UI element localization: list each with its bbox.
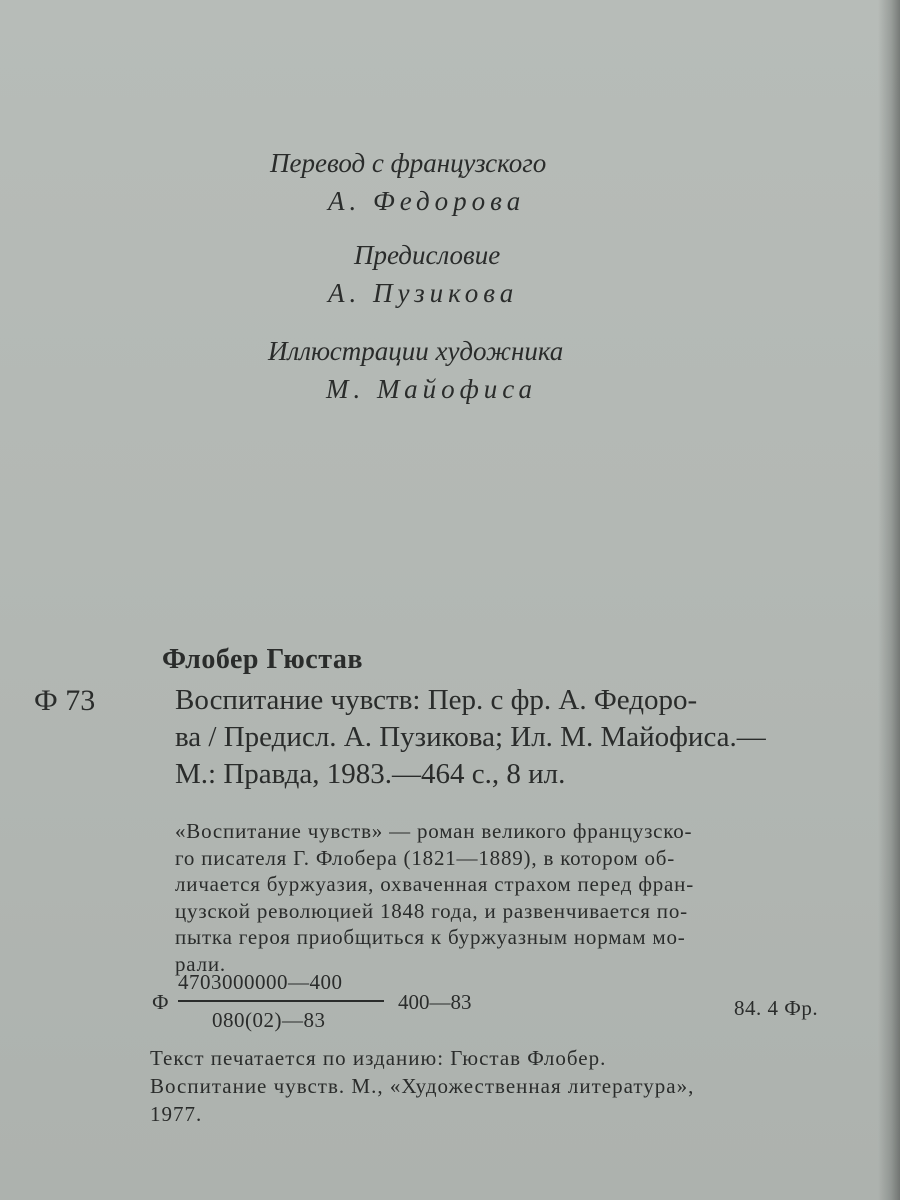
source-note (150, 1044, 860, 1128)
bib-line: ва / Предисл. А. Пузикова; Ил. М. Майофиса.— (175, 721, 766, 753)
annotation-line: цузской революцией 1848 года, и развенчивается по- (175, 898, 688, 923)
source-line: 1977. (150, 1102, 203, 1126)
index-fraction-bar (178, 1000, 384, 1002)
index-denominator: 080(02)—83 (212, 1008, 326, 1032)
credit-translation-person: А. Федорова (328, 186, 526, 216)
annotation-line: пытка героя приобщиться к буржуазным нормам мо- (175, 925, 686, 949)
credit-translation-role: Перевод с французского (270, 148, 547, 178)
index-middle: 400—83 (398, 990, 472, 1014)
catalog-author: Флобер Гюстав (162, 644, 363, 675)
source-line: Текст печатается по изданию: Гюстав Флобер. (150, 1046, 607, 1070)
credit-illustrations-role: Иллюстрации художника (268, 336, 564, 366)
index-prefix: Ф (152, 990, 169, 1014)
catalog-code: Ф 73 (34, 684, 96, 717)
annotation (175, 818, 855, 977)
source-line: Воспитание чувств. М., «Художественная литература», (150, 1074, 695, 1098)
index-classification: 84. 4 Фр. (734, 996, 819, 1020)
annotation-line: личается буржуазия, охваченная страхом перед фран- (175, 872, 695, 896)
bib-line: Воспитание чувств: Пер. с фр. А. Федоро- (175, 684, 698, 716)
bibliographic-description (175, 682, 855, 793)
annotation-line: рали. (175, 951, 226, 976)
credit-preface-person: А. Пузикова (328, 278, 519, 308)
publisher-index (0, 970, 900, 1040)
index-numerator: 4703000000—400 (178, 970, 343, 994)
annotation-line: «Воспитание чувств» — роман великого французско- (175, 819, 693, 843)
bib-line: М.: Правда, 1983.—464 с., 8 ил. (175, 758, 566, 790)
credit-illustrations-person: М. Майофиса (326, 374, 538, 404)
credit-preface-role: Предисловие (354, 240, 501, 270)
annotation-line: го писателя Г. Флобера (1821—1889), в котором об- (175, 845, 676, 870)
